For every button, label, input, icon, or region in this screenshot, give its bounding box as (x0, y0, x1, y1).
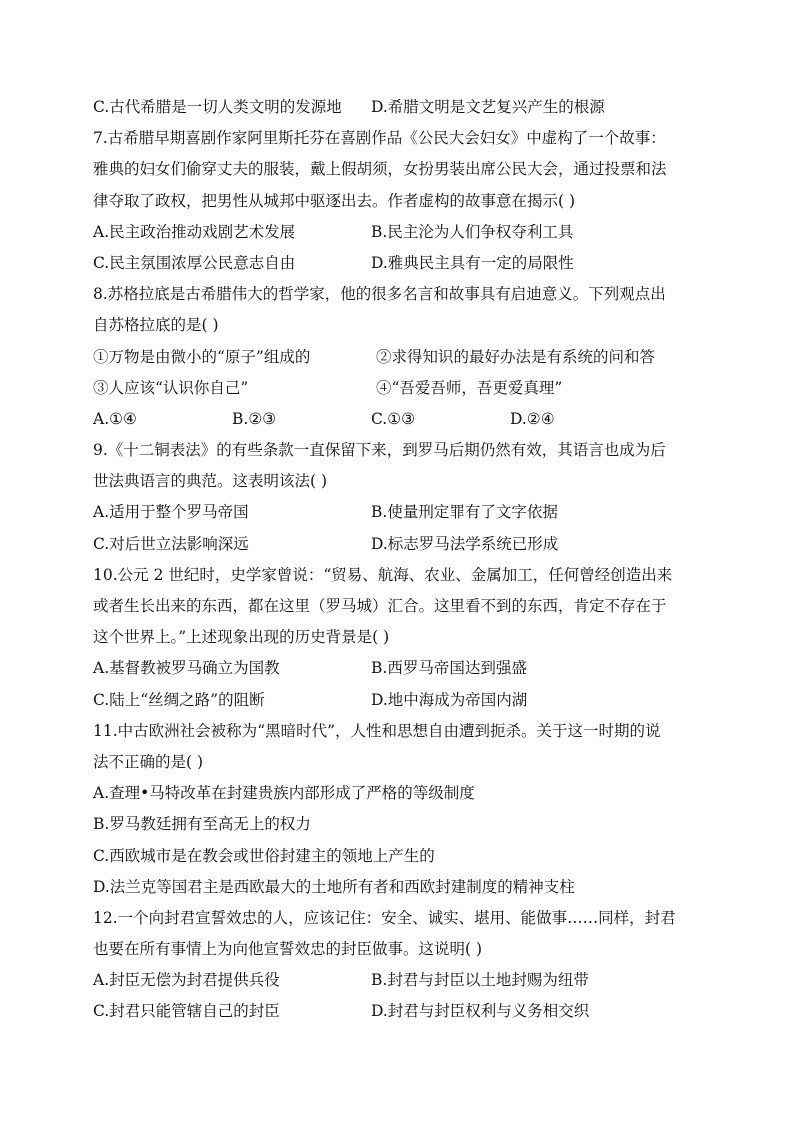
q9-option-a[interactable]: A.适用于整个罗马帝国 (93, 503, 249, 522)
q8-statement-3: ③人应该“认识你自己” (93, 378, 249, 397)
q8-stem-line-1: 8.苏格拉底是古希腊伟大的哲学家，他的很多名言和故事具有启迪意义。下列观点出 (93, 285, 666, 304)
q9-stem-line-2: 世法典语言的典范。这表明该法( ) (93, 472, 328, 491)
q11-option-a[interactable]: A.查理•马特改革在封建贵族内部形成了严格的等级制度 (93, 784, 475, 803)
q12-stem-line-2: 也要在所有事情上为向他宣誓效忠的封臣做事。这说明( ) (93, 940, 483, 959)
q9-options-ab (93, 497, 703, 528)
q12-option-b[interactable]: B.封君与封臣以土地封赐为纽带 (371, 971, 589, 990)
q10-options-cd (93, 685, 703, 716)
q10-stem-line-3: 这个世界上。”上述现象出现的历史背景是( ) (93, 628, 390, 647)
q8-option-b[interactable]: B.②③ (232, 409, 277, 428)
q12-option-d[interactable]: D.封君与封臣权利与义务相交织 (371, 1002, 590, 1021)
q7-option-b[interactable]: B.民主沦为人们争权夺利工具 (371, 222, 574, 241)
q7-option-d[interactable]: D.雅典民主具有一定的局限性 (371, 253, 574, 272)
q8-statements-34 (93, 373, 703, 404)
q7-option-c[interactable]: C.民主氛围浓厚公民意志自由 (93, 253, 296, 272)
q9-options-cd (93, 529, 703, 560)
exam-page (93, 92, 703, 1028)
q7-stem-line-2: 雅典的妇女们偷穿丈夫的服装，戴上假胡须，女扮男装出席公民大会，通过投票和法 (93, 160, 667, 179)
q8-statement-2: ②求得知识的最好办法是有系统的问和答 (376, 347, 656, 366)
q7-option-a[interactable]: A.民主政治推动戏剧艺术发展 (93, 222, 296, 241)
q8-stem-line-2: 自苏格拉底的是( ) (93, 316, 219, 335)
q11-option-b[interactable]: B.罗马教廷拥有至高无上的权力 (93, 815, 311, 834)
q7-stem-line-1: 7.古希腊早期喜剧作家阿里斯托芬在喜剧作品《公民大会妇女》中虚构了一个故事： (93, 129, 666, 148)
q9-option-d[interactable]: D.标志罗马法学系统已形成 (371, 534, 559, 553)
q6-option-c[interactable]: C.古代希腊是一切人类文明的发源地 (93, 98, 342, 116)
q8-statement-1: ①万物是由微小的“原子”组成的 (93, 347, 311, 366)
q8-option-c[interactable]: C.①③ (371, 409, 416, 428)
q12-option-a[interactable]: A.封臣无偿为封君提供兵役 (93, 971, 280, 990)
q7-options-ab (93, 217, 703, 248)
q10-option-d[interactable]: D.地中海成为帝国内湖 (371, 690, 528, 709)
q8-option-d[interactable]: D.②④ (510, 409, 555, 428)
q8-option-a[interactable]: A.①④ (93, 409, 137, 428)
q12-options-cd (93, 996, 703, 1027)
q8-options (93, 404, 703, 435)
q12-options-ab (93, 965, 703, 996)
q10-options-ab (93, 653, 703, 684)
q10-stem-line-2: 或者生长出来的东西，都在这里（罗马城）汇合。这里看不到的东西，肯定不存在于 (93, 597, 667, 615)
q8-statements-12 (93, 342, 703, 373)
q9-option-c[interactable]: C.对后世立法影响深远 (93, 534, 249, 553)
q10-stem-line-1: 10.公元 2 世纪时，史学家曾说：“贸易、航海、农业、金属加工，任何曾经创造出来 (93, 565, 673, 584)
q7-stem-line-3: 律夺取了政权，把男性从城邦中驱逐出去。作者虚构的故事意在揭示( ) (93, 191, 576, 210)
q8-statement-4: ④“吾爱吾师，吾更爱真理” (376, 378, 563, 397)
q7-options-cd (93, 248, 703, 279)
q11-option-c[interactable]: C.西欧城市是在教会或世俗封建主的领地上产生的 (93, 846, 435, 865)
q10-option-b[interactable]: B.西罗马帝国达到强盛 (371, 659, 527, 678)
q6-option-d[interactable]: D.希腊文明是文艺复兴产生的根源 (371, 98, 605, 116)
q10-option-a[interactable]: A.基督教被罗马确立为国教 (93, 659, 280, 678)
q11-stem-line-2: 法不正确的是( ) (93, 752, 204, 771)
q6-options-cd (93, 92, 703, 123)
q12-stem-line-1: 12.一个向封君宣誓效忠的人，应该记住：安全、诚实、堪用、能做事……同样，封君 (93, 908, 676, 927)
q12-option-c[interactable]: C.封君只能管辖自己的封臣 (93, 1002, 280, 1021)
q11-option-d[interactable]: D.法兰克等国君主是西欧最大的土地所有者和西欧封建制度的精神支柱 (93, 877, 575, 896)
q11-stem-line-1: 11.中古欧洲社会被称为“黑暗时代”，人性和思想自由遭到扼杀。关于这一时期的说 (93, 721, 661, 740)
q9-option-b[interactable]: B.使量刑定罪有了文字依据 (371, 503, 558, 522)
q9-stem-line-1: 9.《十二铜表法》的有些条款一直保留下来，到罗马后期仍然有效，其语言也成为后 (93, 441, 666, 460)
q10-option-c[interactable]: C.陆上“丝绸之路”的阻断 (93, 690, 265, 709)
